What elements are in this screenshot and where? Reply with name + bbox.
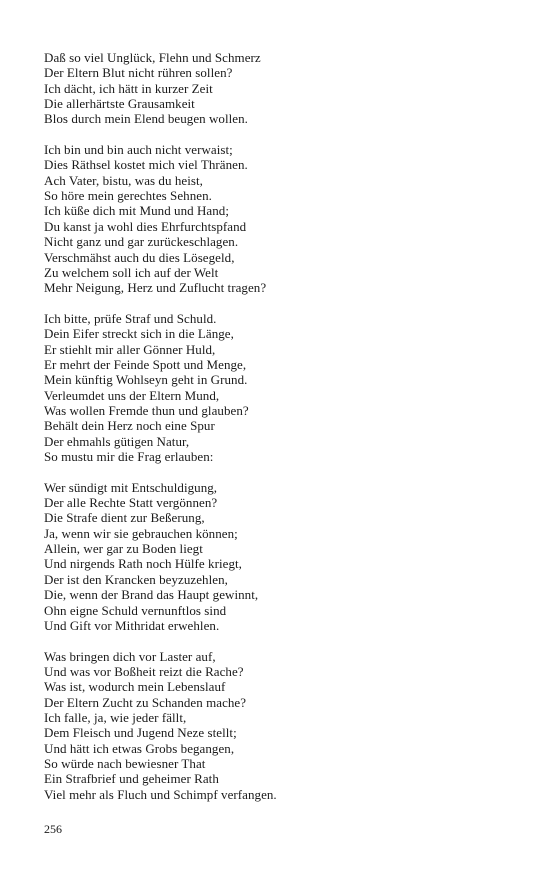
verse-line: Und Gift vor Mithridat erwehlen. (44, 617, 220, 633)
verse-line: Dem Fleisch und Jugend Neze stellt; (44, 725, 237, 741)
verse-line: Mehr Neigung, Herz und Zuflucht tragen? (44, 280, 267, 296)
verse-line: Er mehrt der Feinde Spott und Menge, (44, 356, 247, 372)
verse-line: Viel mehr als Fluch und Schimpf verfangen. (44, 786, 277, 802)
verse-line: Allein, wer gar zu Boden liegt (44, 541, 203, 557)
verse-line: Und nirgends Rath noch Hülfe kriegt, (44, 556, 242, 572)
verse-line: Dies Räthsel kostet mich viel Thränen. (44, 157, 248, 173)
stanza-4 (44, 480, 524, 633)
verse-line: Ich bin und bin auch nicht verwaist; (44, 142, 233, 158)
page-number: 256 (44, 822, 62, 836)
stanza-2 (44, 142, 524, 295)
verse-line: Zu welchem soll ich auf der Welt (44, 264, 219, 280)
verse-line: So mustu mir die Frag erlauben: (44, 449, 214, 465)
verse-line: Daß so viel Unglück, Flehn und Schmerz (44, 50, 261, 65)
verse-line: Die, wenn der Brand das Haupt gewinnt, (44, 587, 259, 603)
stanza-5 (44, 649, 524, 802)
verse-line: Verleumdet uns der Eltern Mund, (44, 387, 220, 403)
verse-line: So höre mein gerechtes Sehnen. (44, 188, 212, 204)
verse-line: So würde nach bewiesner That (44, 756, 206, 771)
stanza-3 (44, 311, 524, 464)
verse-line: Was ist, wodurch mein Lebenslauf (44, 679, 226, 695)
verse-line: Und hätt ich etwas Grobs begangen, (44, 740, 235, 756)
verse-line: Ja, wenn wir sie gebrauchen können; (44, 525, 238, 541)
verse-line: Ich falle, ja, wie jeder fällt, (44, 709, 187, 725)
verse-line: Und was vor Boßheit reizt die Rache? (44, 663, 244, 679)
verse-line: Wer sündigt mit Entschuldigung, (44, 479, 218, 495)
verse-line: Mein künftig Wohlseyn geht in Grund. (44, 372, 248, 388)
verse-line: Der alle Rechte Statt vergönnen? (44, 495, 218, 511)
verse-line: Verschmähst auch du dies Lösegeld, (44, 249, 235, 265)
verse-line: Die allerhärtste Grausamkeit (44, 96, 195, 112)
poem-text-block (44, 50, 524, 817)
verse-line: Ich küße dich mit Mund und Hand; (44, 203, 230, 219)
verse-line: Nicht ganz und gar zurückeschlagen. (44, 234, 239, 250)
verse-line: Du kanst ja wohl dies Ehrfurchtspfand (44, 218, 247, 234)
verse-line: Behält dein Herz noch eine Spur (44, 418, 215, 434)
verse-line: Er stiehlt mir aller Gönner Huld, (44, 341, 216, 357)
verse-line: Der Eltern Zucht zu Schanden mache? (44, 694, 247, 710)
verse-line: Was wollen Fremde thun und glauben? (44, 403, 249, 418)
verse-line: Der Eltern Blut nicht rühren sollen? (44, 65, 233, 81)
verse-line: Ohn eigne Schuld vernunftlos sind (44, 602, 227, 618)
stanza-1 (44, 50, 524, 127)
verse-line: Ich bitte, prüfe Straf und Schuld. (44, 310, 217, 326)
verse-line: Was bringen dich vor Laster auf, (44, 648, 216, 664)
verse-line: Ein Strafbrief und geheimer Rath (44, 771, 219, 787)
verse-line: Dein Eifer streckt sich in die Länge, (44, 326, 234, 342)
verse-line: Der ist den Krancken beyzuzehlen, (44, 571, 228, 587)
verse-line: Ich dächt, ich hätt in kurzer Zeit (44, 80, 213, 96)
verse-line: Der ehmahls gütigen Natur, (44, 433, 190, 449)
verse-line: Die Strafe dient zur Beßerung, (44, 510, 205, 526)
verse-line: Ach Vater, bistu, was du heist, (44, 172, 203, 188)
verse-line: Blos durch mein Elend beugen wollen. (44, 111, 248, 127)
